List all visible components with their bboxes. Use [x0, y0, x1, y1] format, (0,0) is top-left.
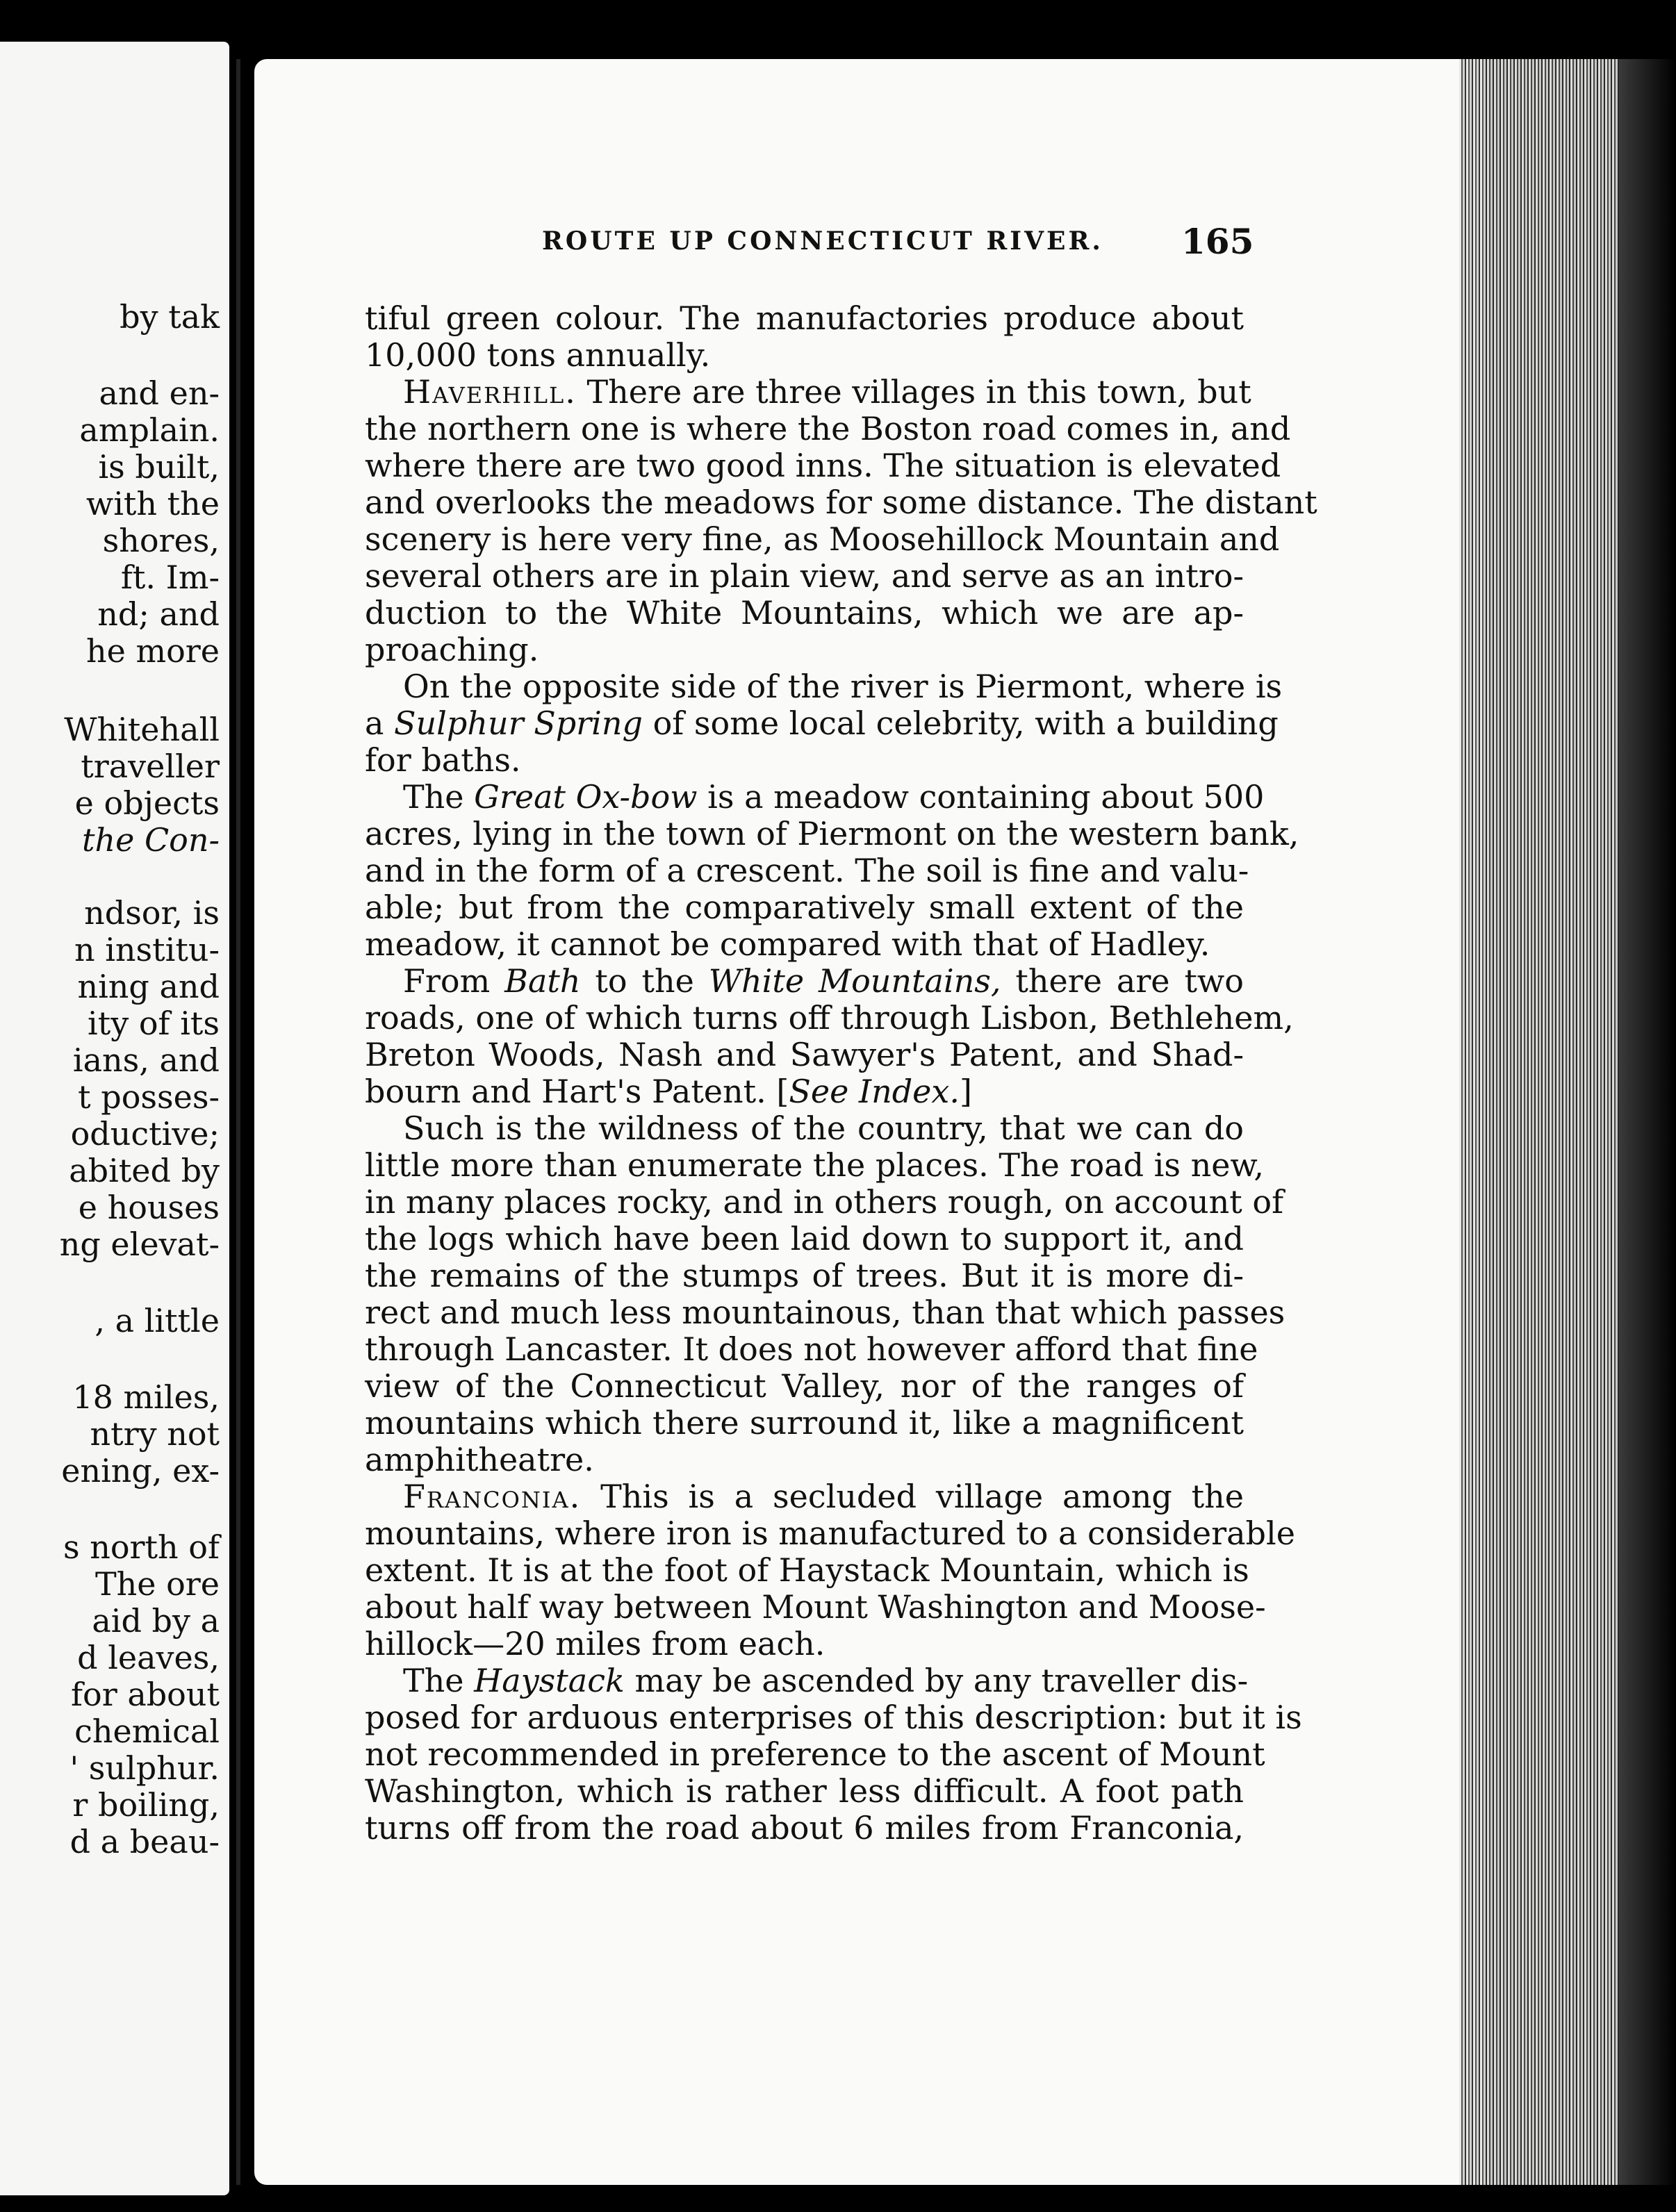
left-text-fragment: n institu- — [74, 931, 220, 968]
text-line: rect and much less mountainous, than that which passes — [365, 1294, 1285, 1331]
left-text-fragment: oductive; — [70, 1115, 220, 1153]
text-line: the northern one is where the Boston road comes in, and — [365, 410, 1291, 447]
italic-term: Great Ox-bow — [474, 778, 698, 816]
text-line: duction to the White Mountains, which we are ap- — [365, 594, 1244, 632]
left-text-fragment: the Con- — [81, 821, 220, 859]
left-text-fragment: t posses- — [78, 1078, 220, 1116]
text-line: mountains, where iron is manufactured to a considerable — [365, 1514, 1295, 1552]
left-text-fragment: e houses — [78, 1189, 220, 1226]
text-line: view of the Connecticut Valley, nor of the ranges of — [365, 1367, 1244, 1405]
text-line: about half way between Mount Washington and Moose- — [365, 1588, 1266, 1626]
text-line: and overlooks the meadows for some distance. The distant — [365, 484, 1317, 521]
text-line: proaching. — [365, 631, 539, 668]
left-text-fragment: traveller — [81, 748, 220, 785]
left-text-fragment: The ore — [95, 1565, 220, 1603]
text-line: mountains which there surround it, like a magnificent — [365, 1404, 1244, 1442]
text-line: hillock—20 miles from each. — [365, 1625, 825, 1662]
text-span: The — [403, 1662, 475, 1699]
left-text-fragment: e objects — [74, 784, 220, 822]
text-line: able; but from the comparatively small extent of the — [365, 889, 1244, 926]
text-line — [365, 778, 1265, 816]
text-line: extent. It is at the foot of Haystack Mountain, which is — [365, 1551, 1249, 1589]
left-text-fragment: with the — [85, 485, 220, 522]
text-line: Washington, which is rather less difficult. A foot path — [365, 1772, 1244, 1810]
text-line — [365, 1662, 1249, 1699]
text-span: may be ascended by any traveller dis- — [624, 1662, 1249, 1699]
left-text-fragment: ning and — [77, 968, 220, 1005]
left-text-fragment: amplain. — [79, 411, 220, 449]
text-line: roads, one of which turns off through Lisbon, Bethlehem, — [365, 999, 1294, 1037]
text-span: bourn and Hart's Patent. [ — [365, 1073, 789, 1110]
text-line: meadow, it cannot be compared with that of Hadley. — [365, 925, 1210, 963]
left-text-fragment: nd; and — [97, 595, 220, 633]
italic-term: Sulphur Spring — [394, 704, 643, 742]
place-heading: Franconia. — [403, 1478, 582, 1515]
text-line — [365, 1478, 1244, 1515]
book-gutter — [236, 59, 240, 2185]
italic-term: White Mountains, — [708, 962, 1001, 1000]
text-line: acres, lying in the town of Piermont on the western bank, — [365, 815, 1299, 852]
text-line: for baths. — [365, 741, 521, 779]
left-text-fragment: by tak — [120, 298, 220, 336]
left-text-fragment: d leaves, — [77, 1639, 220, 1676]
text-span: ] — [959, 1073, 972, 1110]
text-span: This is a secluded village among the — [581, 1478, 1244, 1515]
left-text-fragment: for about — [70, 1676, 220, 1713]
text-line: Such is the wildness of the country, that we can do — [403, 1109, 1244, 1147]
text-line — [365, 1073, 1244, 1110]
text-line: little more than enumerate the places. The road is new, — [365, 1146, 1264, 1184]
body-text — [365, 299, 1317, 1847]
text-line: and in the form of a crescent. The soil is fine and valu- — [365, 852, 1249, 889]
left-text-fragment: and en- — [99, 374, 220, 412]
page-number: 165 — [1181, 221, 1254, 262]
text-line — [365, 704, 1279, 742]
left-text-fragment: chemical — [74, 1712, 220, 1750]
text-line — [365, 963, 1244, 1000]
text-line: through Lancaster. It does not however afford that fine — [365, 1330, 1258, 1368]
text-line: amphitheatre. — [365, 1441, 594, 1478]
left-text-fragment: ng elevat- — [59, 1225, 220, 1263]
text-line: scenery is here very fine, as Moosehillock Mountain and — [365, 520, 1280, 558]
left-text-fragment: aid by a — [92, 1602, 220, 1640]
text-span: From — [403, 962, 505, 1000]
text-line: in many places rocky, and in others rough, on account of — [365, 1183, 1284, 1221]
italic-term: See Index. — [789, 1073, 960, 1110]
left-text-fragment: d a beau- — [69, 1823, 220, 1860]
italic-term: Haystack — [474, 1662, 625, 1699]
text-line: not recommended in preference to the ascent of Mount — [365, 1735, 1265, 1773]
left-text-fragment: ntry not — [90, 1415, 220, 1453]
text-line: tiful green colour. The manufactories produce about — [365, 299, 1244, 337]
text-span: There are three villages in this town, but — [576, 373, 1251, 411]
italic-term: Bath — [504, 962, 581, 1000]
text-span: there are two — [1001, 962, 1244, 1000]
left-text-fragment: abited by — [69, 1152, 220, 1189]
left-text-fragment: r boiling, — [72, 1786, 220, 1824]
left-text-fragment: ndsor, is — [84, 894, 220, 932]
text-span: of some local celebrity, with a building — [642, 704, 1279, 742]
text-line: where there are two good inns. The situation is elevated — [365, 447, 1281, 484]
text-line: 10,000 tons annually. — [365, 336, 711, 374]
left-text-fragment: ' sulphur. — [69, 1749, 220, 1787]
previous-page-fragment — [0, 42, 229, 2195]
text-line: turns off from the road about 6 miles from Franconia, — [365, 1809, 1244, 1847]
place-heading: Haverhill. — [403, 373, 577, 411]
page-edge-shadow — [1619, 59, 1676, 2185]
text-line: several others are in plain view, and serve as an intro- — [365, 557, 1244, 595]
text-line: Breton Woods, Nash and Sawyer's Patent, and Shad- — [365, 1036, 1244, 1073]
left-text-fragment: is built, — [98, 448, 220, 486]
left-text-fragment: , a little — [95, 1302, 220, 1339]
text-span: The — [403, 778, 475, 816]
text-line: posed for arduous enterprises of this description: but it is — [365, 1699, 1302, 1736]
text-span: is a meadow containing about 500 — [697, 778, 1265, 816]
left-text-fragment: he more — [86, 632, 220, 670]
left-text-fragment: Whitehall — [64, 711, 220, 748]
left-text-fragment: ening, ex- — [61, 1452, 220, 1489]
left-text-fragment: 18 miles, — [72, 1378, 220, 1416]
left-text-fragment: ity of its — [88, 1005, 220, 1042]
text-line: On the opposite side of the river is Piermont, where is — [403, 668, 1283, 705]
running-head: ROUTE UP CONNECTICUT RIVER. — [542, 226, 1103, 256]
left-text-fragment: ft. Im- — [120, 559, 220, 596]
text-line: the remains of the stumps of trees. But it is more di- — [365, 1257, 1244, 1294]
text-line — [365, 373, 1251, 411]
text-span: to the — [580, 962, 709, 1000]
left-text-fragment: s north of — [63, 1528, 220, 1566]
left-text-fragment: ians, and — [72, 1041, 220, 1079]
left-text-fragment: shores, — [102, 522, 220, 559]
text-span: a — [365, 704, 395, 742]
text-line: the logs which have been laid down to support it, and — [365, 1220, 1244, 1257]
